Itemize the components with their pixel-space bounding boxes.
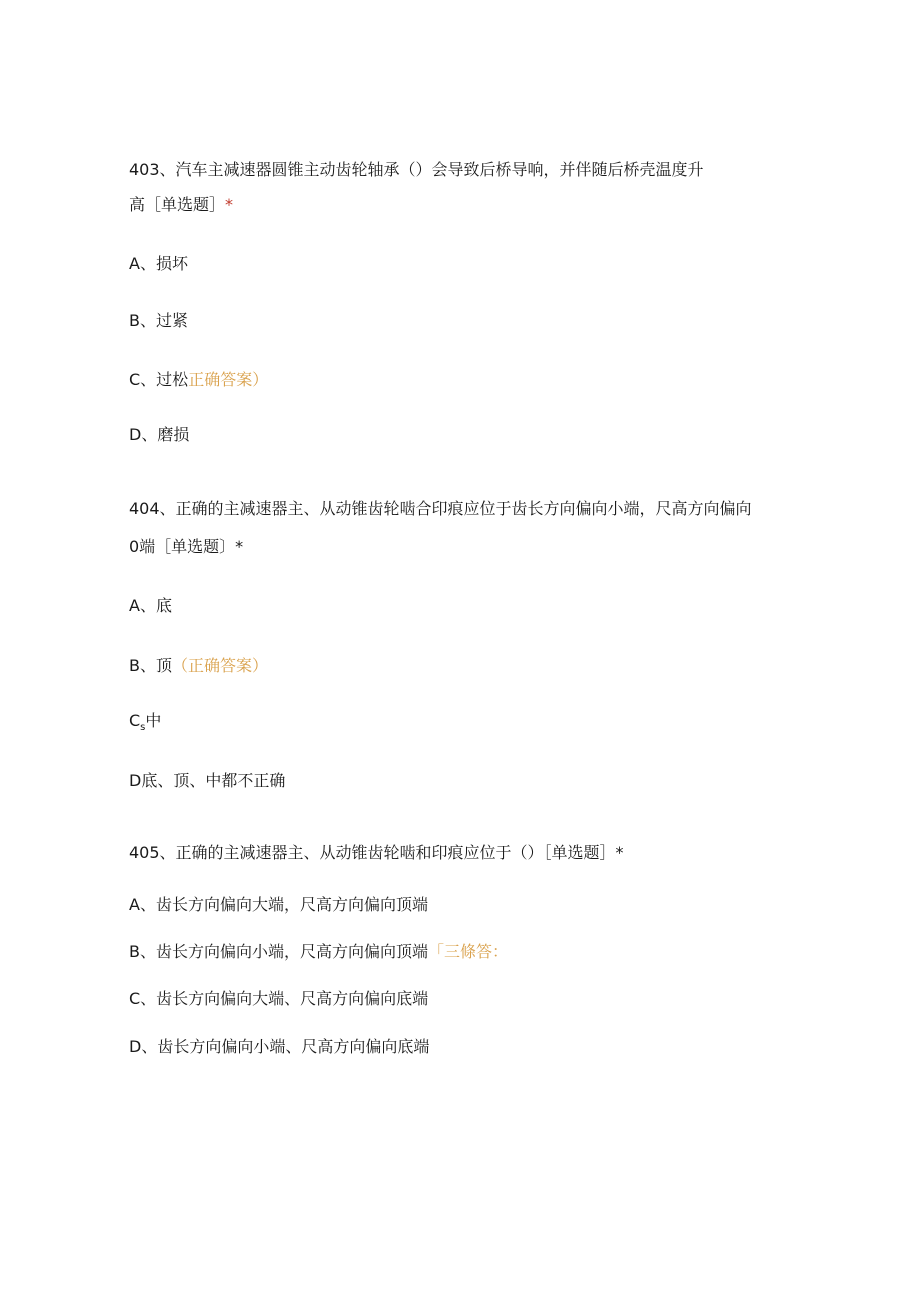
required-mark: * [225, 195, 234, 214]
question-403-option-a[interactable] [129, 254, 188, 274]
option-label: 中 [145, 711, 162, 730]
option-label: A、损坏 [129, 254, 188, 273]
question-404-option-d[interactable] [129, 771, 285, 791]
question-404-option-c[interactable] [129, 711, 161, 734]
option-label: D、磨损 [129, 425, 190, 444]
question-404-option-a[interactable] [129, 596, 172, 616]
question-403-stem-line1: 403、汽车主减速器圆锥主动齿轮轴承（）会导致后桥导响，并伴随后桥壳温度升 [129, 160, 704, 179]
question-405-option-c[interactable] [129, 989, 428, 1009]
option-label: D、齿长方向偏向小端、尺高方向偏向底端 [129, 1037, 430, 1056]
option-subscript: s [140, 722, 146, 733]
question-405-option-b[interactable] [129, 942, 508, 962]
question-405-stem: 405、正确的主减速器主、从动锥齿轮啮和印痕应位于（）［单选题］* [129, 843, 624, 862]
question-403-option-b[interactable] [129, 311, 188, 331]
option-letter: C [129, 711, 141, 730]
question-404-stem-line2: 0端［单选题〕* [129, 537, 244, 556]
question-404-option-b[interactable] [129, 656, 268, 676]
option-label: C、过松 [129, 370, 189, 389]
option-label: B、顶 [129, 656, 172, 675]
question-403-option-c[interactable] [129, 370, 268, 390]
option-label: B、过紧 [129, 311, 188, 330]
question-403-stem-line2 [129, 195, 233, 215]
option-label: A、齿长方向偏向大端，尺高方向偏向顶端 [129, 895, 428, 914]
question-404-stem-line1: 404、正确的主减速器主、从动锥齿轮啮合印痕应位于齿长方向偏向小端，尺高方向偏向 [129, 499, 752, 518]
correct-answer-note: 正确答案） [188, 370, 269, 389]
correct-answer-note: （正确答案） [171, 656, 268, 675]
option-label: C、齿长方向偏向大端、尺高方向偏向底端 [129, 989, 429, 1008]
question-403-stem-text: 高［单选题］ [129, 195, 226, 214]
option-label: B、齿长方向偏向小端，尺高方向偏向顶端 [129, 942, 428, 961]
question-403-option-d[interactable] [129, 425, 189, 445]
option-label: D底、顶、中都不正确 [129, 771, 286, 790]
correct-answer-note: 「三條答： [427, 942, 508, 961]
question-405-option-a[interactable] [129, 895, 428, 915]
question-405-option-d[interactable] [129, 1037, 429, 1057]
option-label: A、底 [129, 596, 172, 615]
